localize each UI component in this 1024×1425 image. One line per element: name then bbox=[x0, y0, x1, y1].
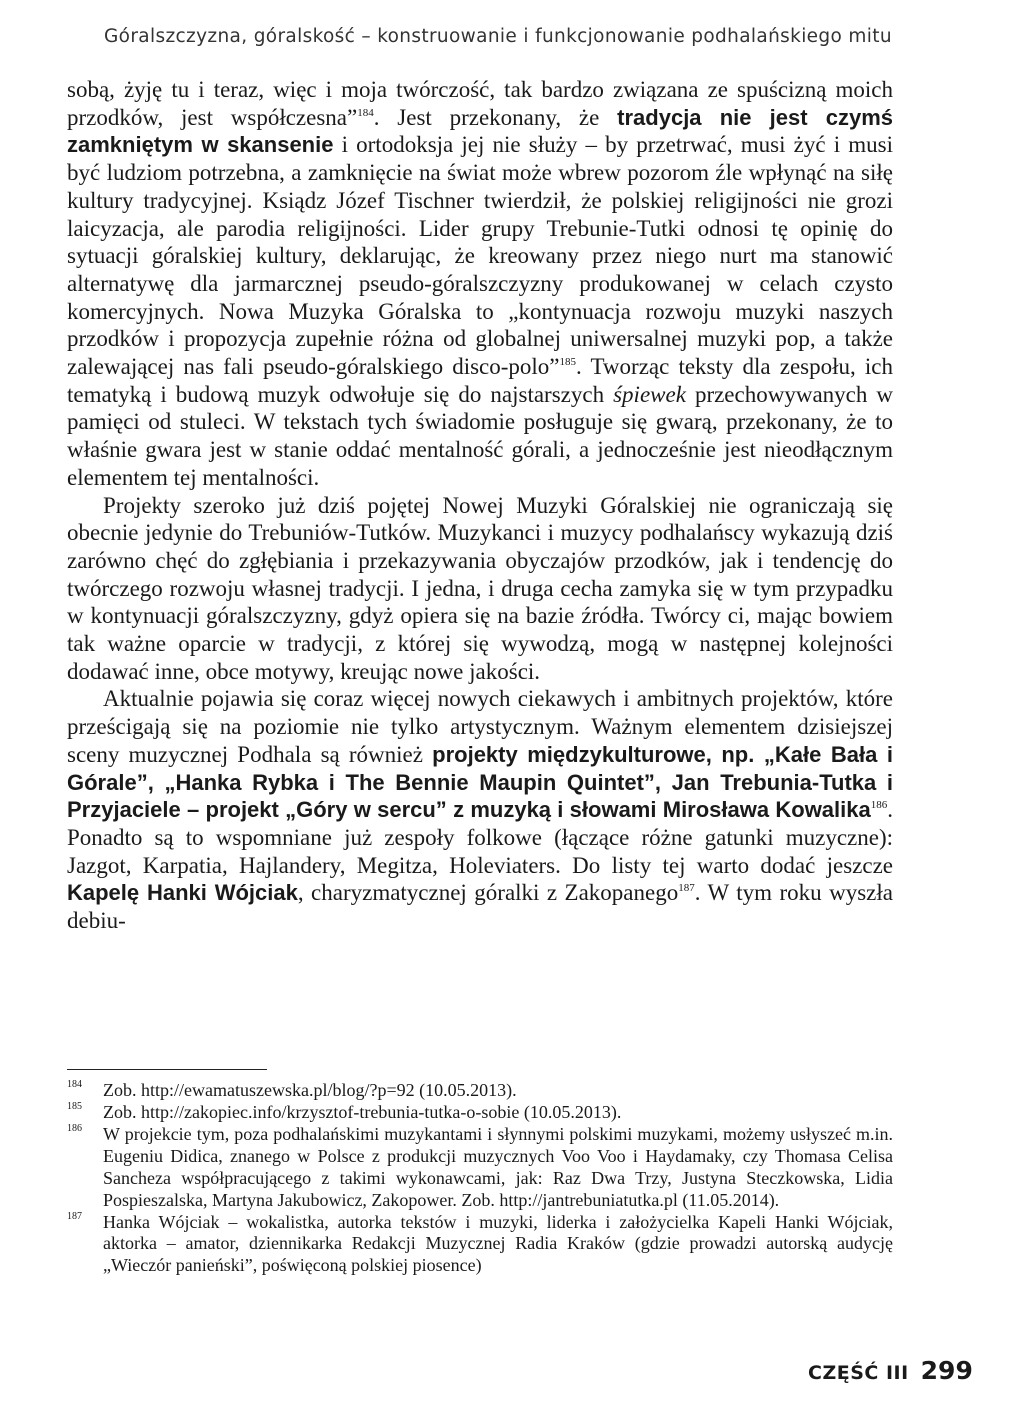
bold-emphasis: projekty międzykulturowe, np. „Kałe Bała i Górale”, „Hanka Rybka i The Bennie Maupin Quintet”, Jan Trebunia-Tutka i Przyjaciele – projekt „Góry w sercu” z muzyką i słowami Mirosława Kowalika bbox=[67, 741, 893, 823]
footnote-ref-187: 187 bbox=[678, 882, 695, 895]
footnote-text: Zob. http://ewamatuszewska.pl/blog/?p=92 (10.05.2013). bbox=[103, 1080, 517, 1100]
footnote-text: Zob. http://zakopiec.info/krzysztof-trebunia-tutka-o-sobie (10.05.2013). bbox=[103, 1102, 622, 1123]
paragraph-1 bbox=[67, 76, 893, 492]
text-run: Aktualnie pojawia się coraz więcej nowych ciekawych i ambitnych projektów, które prześcigają się na poziomie nie tylko artystycznym. Ważnym elementem dzisiejszej sceny muzycznej Podhala są również bbox=[67, 686, 893, 767]
text-run: . Tworząc teksty dla zespołu, ich tematyką i budową muzyk odwołuje się do najstarszych bbox=[67, 354, 893, 407]
running-header: Góralszczyzna, góralskość – konstruowanie i funkcjonowanie podhalańskiego mitu bbox=[104, 26, 892, 47]
text-run: . Jest przekonany, że bbox=[373, 104, 618, 130]
paragraph-3 bbox=[67, 685, 893, 934]
footnote-text: W projekcie tym, poza podhalańskimi muzykantami i słynnymi polskimi muzykami, możemy usłyszeć m.in. Eugeniu Didica, znanego w Polsce z produkcji muzycznych Voo Voo i Haydamaky, czy Thomasa Celisa Sancheza współpracującego z takimi wykonawcami, jak: Raz Dwa Trzy, Justyna Steczkowska, Lidia Pospieszalska, Martyna Jakubowicz, Zakopower. Zob. http://jantrebuniatutka.pl (11.05.2014). bbox=[103, 1124, 893, 1210]
footnotes bbox=[67, 1080, 893, 1277]
text-run: . W tym roku wyszła debiu- bbox=[67, 880, 893, 934]
text-run: i ortodoksja jej nie służy – by przetrwać, musi żyć i musi być ludziom potrzebna, a zamknięcie na świat może wbrew pozorom źle wpłynąć na siłę kultury tradycyjnej. Ksiądz Józef Tischner twierdził, że polskiej religijności nie grozi laicyzacja, ale parodia religijności. Lider grupy Trebunie-Tutki odnosi tę opinię do sytuacji góralskiej kultury, deklarując, że kreowany przez niego nurt ma stanowić alternatywę dla jarmarcznej pseudo-góralszczyzny produkowanej w celach czysto komercyjnych. Nowa Muzyka Góralska to „kontynuacja rozwoju muzyki naszych przodków i propozycja zupełnie różna od globalnej uniwersalnej muzyki pop, a także zalewającej nas fali pseudo-góralskiego disco-polo” bbox=[67, 132, 893, 380]
footnote-number: 187 bbox=[67, 1210, 82, 1222]
footnote-184 bbox=[67, 1080, 893, 1102]
text-run: sobą, żyję tu i teraz, więc i moja twórczość, tak bardzo związana ze spuścizną moich przodków, jest współczesna” bbox=[67, 77, 893, 130]
footnote-ref-186: 186 bbox=[870, 799, 888, 812]
bold-emphasis: tradycja nie jest czymś zamkniętym w skansenie bbox=[67, 104, 893, 158]
footnote-185 bbox=[67, 1102, 893, 1124]
footnote-number: 184 bbox=[67, 1079, 82, 1090]
footnote-186 bbox=[67, 1124, 893, 1211]
footnote-ref-184: 184 bbox=[357, 106, 374, 119]
main-text bbox=[67, 76, 893, 935]
footnote-number: 185 bbox=[67, 1101, 82, 1113]
footnote-number: 186 bbox=[67, 1123, 82, 1135]
paragraph-2: Projekty szeroko już dziś pojętej Nowej Muzyki Góralskiej nie ograniczają się obecnie jedynie do Trebuniów-Tutków. Muzykanci i muzycy podhalańscy wykazują dziś zarówno chęć do zgłębiania i przekazywania obyczajów przodków, jak i tendencję do twórczego rozwoju własnej tradycji. I jedna, i druga cecha zamyka się w tym przypadku w kontynuacji góralszczyzny, gdyż opiera się na bazie źródła. Twórcy ci, mając bowiem tak ważne oparcie w tradycji, z której się wywodzą, mogą w następnej kolejności dodawać inne, obce motywy, kreując nowe jakości. bbox=[67, 492, 893, 684]
text-run: , charyzmatycznej góralki z Zakopanego bbox=[297, 880, 679, 906]
page-number: 299 bbox=[920, 1356, 973, 1385]
footnote-text: Hanka Wójciak – wokalistka, autorka tekstów i muzyki, liderka i założycielka Kapeli Hanki Wójciak, aktorka – amator, dziennikarka Redakcji Muzycznej Radia Kraków (gdzie prowadzi autorską audycję „Wieczór panieński”, poświęconą polskiej piosence) bbox=[103, 1211, 893, 1276]
part-label: CZĘŚĆ III bbox=[808, 1362, 909, 1384]
text-run: przechowywanych w pamięci od stuleci. W tekstach tych świadomie posługuje się gwarą, przekonany, że to właśnie gwara jest w stanie oddać mentalność górali, a jednocześnie jest nieodłącznym elementem tej mentalności. bbox=[67, 381, 893, 490]
footnote-ref-185: 185 bbox=[559, 356, 577, 369]
italic-term: śpiewek bbox=[613, 381, 686, 407]
bold-emphasis: Kapelę Hanki Wójciak bbox=[67, 880, 298, 906]
page-footer bbox=[808, 1356, 973, 1385]
footnote-separator bbox=[67, 1069, 267, 1070]
text-run: . Ponadto są to wspomniane już zespoły folkowe (łączące różne gatunki muzyczne): Jazgot, Karpatia, Hajlandery, Megitza, Holeviaters. Do listy tej warto dodać jeszcze bbox=[67, 797, 893, 878]
footnote-187 bbox=[67, 1212, 893, 1277]
